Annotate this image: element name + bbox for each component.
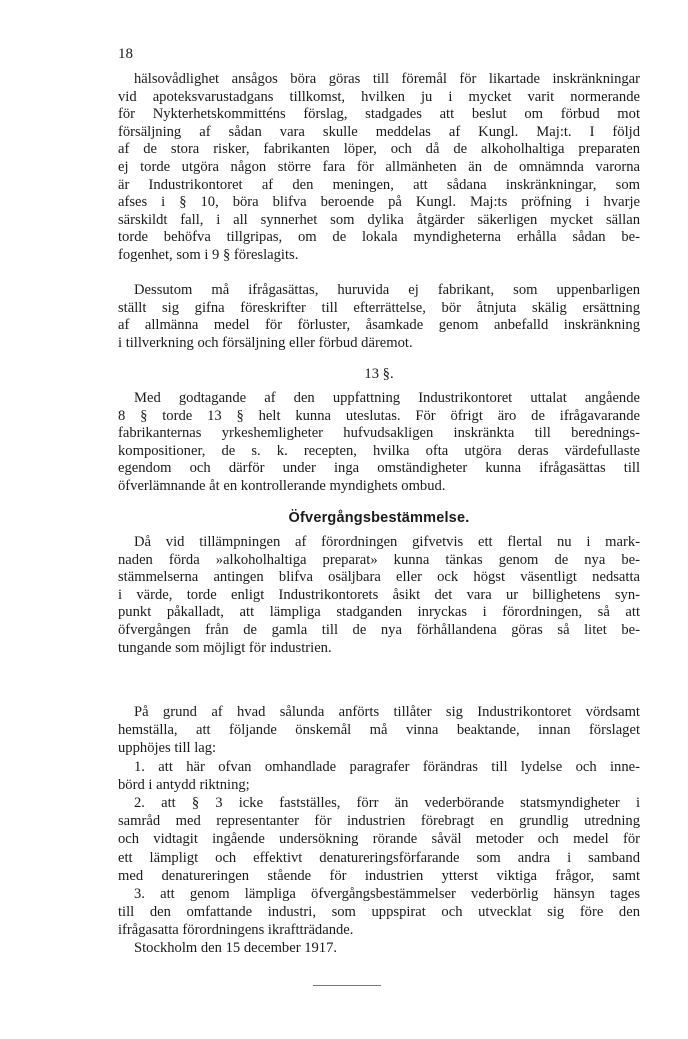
text-line: af allmänna medel för förluster, åsamkade genom anbefalld inskränkning — [118, 317, 640, 334]
paragraph-conclusion — [118, 703, 640, 958]
closing-rule-divider — [313, 985, 381, 986]
page-number: 18 — [118, 46, 133, 62]
text-line: stämmelserna antingen blifva osäljbara eller ock högst väsentligt nedsatta — [118, 569, 640, 586]
text-line: På grund af hvad sålunda anförts tillåter sig Industrikontoret vördsamt — [134, 704, 640, 720]
text-line: försäljning af sådan vara skulle meddelas af Kungl. Maj:t. I följd — [118, 123, 640, 140]
text-line: ett lämpligt och effektivt denatureringsförfarande som andra i samband — [118, 849, 640, 866]
section-heading-transition: Öfvergångsbestämmelse. — [288, 510, 470, 526]
text-line: 1. att här ofvan omhandlade paragrafer förändras till lydelse och inne- — [134, 758, 640, 775]
text-line: vid apoteksvarustadgans tillkomst, hvilken ju i mycket varit normerande — [118, 88, 640, 105]
text-line: naden förda »alkoholhaltiga preparat» kunna tänkas genom de nya be- — [118, 551, 640, 568]
text-line: och vidtagit ingående undersökning rörande såväl metoder och medel för — [118, 831, 640, 848]
text-line: är Industrikontoret af den meningen, att sådana inskränkningar, som — [118, 176, 640, 193]
text-line: i tillverkning och försäljning eller förbud däremot. — [118, 334, 413, 351]
paragraph-hazard-restrictions — [118, 71, 640, 265]
text-line: tungande som möjligt för industrien. — [118, 639, 332, 656]
text-line: hälsovådlighet ansågos böra göras till föremål för likartade inskränkningar — [134, 71, 640, 87]
text-line: Dessutom må ifrågasättas, huruvida ej fabrikant, som uppenbarligen — [134, 282, 640, 298]
text-line: upphöjes till lag: — [118, 740, 217, 757]
text-line: ställt sig gifna föreskrifter till efterrättelse, bör åtnjuta skälig ersättning — [118, 299, 640, 316]
text-line: ej torde utgöra någon större fara för allmänheten än de omnämnda varorna — [118, 158, 640, 175]
text-line: egendom och därför under inga omständigheter kunna ifrågasättas till — [118, 460, 640, 477]
text-line: Då vid tillämpningen af förordningen gifvetvis ett flertal nu i mark- — [134, 534, 640, 550]
text-line: samråd med representanter för industrien förebragt en grundlig utredning — [118, 813, 640, 830]
text-line: fogenhet, som i 9 § föreslagits. — [118, 246, 299, 263]
text-line: ifrågasatta förordningens ikraftträdande. — [118, 922, 354, 939]
text-line: öfvergången från de gamla till de nya förhållandena göras så litet be- — [118, 621, 640, 638]
text-line: fabrikanternas yrkeshemligheter hufvudsakligen inskränkta till berednings- — [118, 425, 640, 442]
paragraph-compensation — [118, 282, 640, 352]
text-line: med denatureringen stående för industrien ytterst viktiga frågor, samt — [118, 867, 640, 884]
text-line: 2. att § 3 icke fastställes, förr än vederbörande statsmyndigheter i — [134, 794, 640, 811]
text-line: hemställa, att följande önskemål må vinna beaktande, innan förslaget — [118, 722, 640, 739]
text-line: särskildt fall, i all synnerhet som dylika åtgärder säkerligen mycket sällan — [118, 211, 640, 228]
text-line: torde behöfva tillgripas, om de lokala myndigheterna erhålla sådan be- — [118, 229, 640, 246]
text-line: för Nykterhetskommitténs förslag, stadgades att beslut om förbud mot — [118, 106, 640, 123]
text-line: 3. att genom lämpliga öfvergångsbestämmelser vederbörlig hänsyn tages — [134, 885, 640, 902]
text-line: Med godtagande af den uppfattning Industrikontoret uttalat angående — [134, 390, 640, 406]
text-line: punkt påkalladt, att lämpliga stadganden inryckas i förordningen, så att — [118, 604, 640, 621]
text-line: Stockholm den 15 december 1917. — [134, 940, 338, 957]
text-line: öfverlämnande åt en kontrollerande myndighets ombud. — [118, 477, 446, 494]
section-heading-13: 13 §. — [364, 366, 394, 382]
text-line: af de stora risker, fabrikanten löper, och då de alkoholhaltiga preparaten — [118, 141, 640, 158]
text-line: börd i antydd riktning; — [118, 776, 250, 793]
text-line: kompositioner, de s. k. recepten, hvilka ofta utgöra deras värdefullaste — [118, 442, 640, 459]
paragraph-transition — [118, 534, 640, 657]
text-line: i värde, torde enligt Industrikontorets åsikt det vara ur billighetens syn- — [118, 586, 640, 603]
paragraph-section-13 — [118, 390, 640, 496]
text-line: afses i § 10, böra blifva beroende på Kungl. Maj:ts pröfning i hvarje — [118, 194, 640, 211]
text-line: till den omfattande industri, som uppspirat och utvecklat sig före den — [118, 904, 640, 921]
text-line: 8 § torde 13 § helt kunna uteslutas. För öfrigt äro de ifrågavarande — [118, 407, 640, 424]
